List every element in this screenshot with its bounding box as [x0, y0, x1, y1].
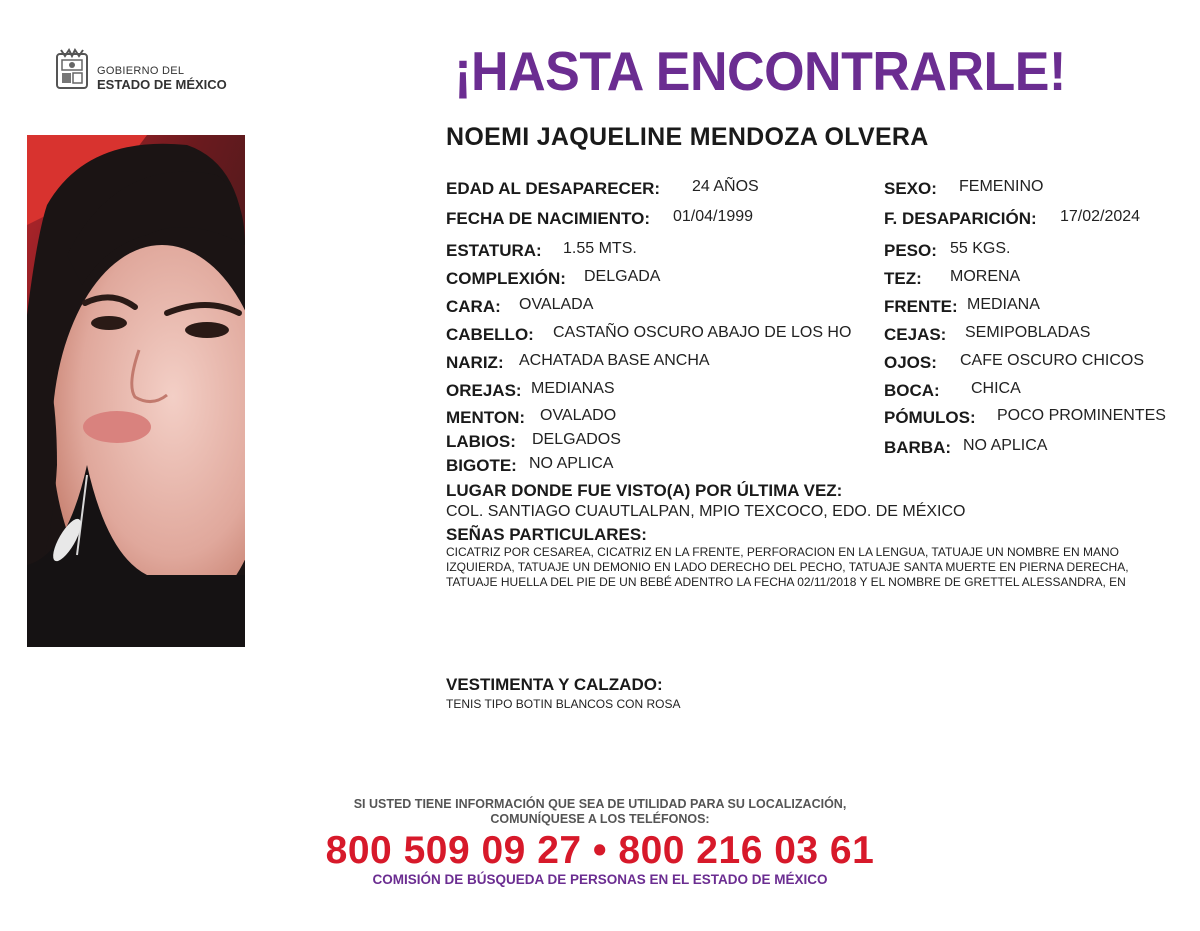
person-name: NOEMI JAQUELINE MENDOZA OLVERA [446, 123, 929, 151]
value-ojos: CAFE OSCURO CHICOS [960, 352, 1145, 369]
value-tez: MORENA [950, 268, 1021, 285]
gov-line-1: GOBIERNO DEL [97, 65, 185, 77]
headline: ¡HASTA ENCONTRARLE! [454, 41, 1066, 103]
gobierno-logo [55, 48, 235, 94]
value-fecha-desaparicion: 17/02/2024 [1060, 208, 1141, 225]
value-nariz: ACHATADA BASE ANCHA [519, 352, 710, 369]
label-labios: LABIOS: [446, 432, 516, 451]
label-tez: TEZ: [884, 269, 922, 288]
label-bigote: BIGOTE: [446, 456, 517, 475]
label-estatura: ESTATURA: [446, 241, 542, 260]
value-frente: MEDIANA [967, 296, 1040, 313]
value-edad: 24 AÑOS [692, 178, 759, 195]
value-complexion: DELGADA [584, 268, 661, 285]
value-menton: OVALADO [540, 407, 617, 424]
comision-name: COMISIÓN DE BÚSQUEDA DE PERSONAS EN EL ESTADO DE MÉXICO [372, 872, 828, 887]
value-orejas: MEDIANAS [531, 380, 615, 397]
value-peso: 55 KGS. [950, 240, 1011, 257]
label-fecha-desaparicion: F. DESAPARICIÓN: [884, 209, 1037, 228]
value-sexo: FEMENINO [959, 178, 1044, 195]
label-ojos: OJOS: [884, 353, 937, 372]
label-nariz: NARIZ: [446, 353, 504, 372]
senas-line-2: IZQUIERDA, TATUAJE UN DEMONIO EN LADO DERECHO DEL PECHO, TATUAJE SANTA MUERTE EN PIERNA DERECHA, [446, 560, 1129, 574]
label-pomulos: PÓMULOS: [884, 408, 976, 427]
label-peso: PESO: [884, 241, 937, 260]
label-last-seen: LUGAR DONDE FUE VISTO(A) POR ÚLTIMA VEZ: [446, 481, 843, 500]
label-cara: CARA: [446, 297, 501, 316]
value-boca: CHICA [971, 380, 1021, 397]
label-boca: BOCA: [884, 381, 940, 400]
label-sexo: SEXO: [884, 179, 937, 198]
footer-note-2: COMUNÍQUESE A LOS TELÉFONOS: [490, 812, 710, 826]
phone-numbers: 800 509 09 27 • 800 216 03 61 [325, 829, 875, 872]
label-barba: BARBA: [884, 438, 952, 457]
label-cabello: CABELLO: [446, 325, 534, 344]
value-estatura: 1.55 MTS. [563, 240, 637, 257]
label-complexion: COMPLEXIÓN: [446, 269, 566, 288]
label-edad: EDAD AL DESAPARECER: [446, 179, 661, 198]
label-senas: SEÑAS PARTICULARES: [446, 525, 647, 544]
value-pomulos: POCO PROMINENTES [997, 407, 1166, 424]
value-barba: NO APLICA [963, 437, 1048, 454]
value-cara: OVALADA [519, 296, 594, 313]
label-frente: FRENTE: [884, 297, 958, 316]
gov-line-2: ESTADO DE MÉXICO [97, 77, 227, 92]
senas-line-1: CICATRIZ POR CESAREA, CICATRIZ EN LA FRENTE, PERFORACION EN LA LENGUA, TATUAJE UN NOMBRE EN MANO [446, 545, 1119, 559]
value-last-seen: COL. SANTIAGO CUAUTLALPAN, MPIO TEXCOCO, EDO. DE MÉXICO [446, 503, 966, 520]
label-orejas: OREJAS: [446, 381, 522, 400]
senas-line-3: TATUAJE HUELLA DEL PIE DE UN BEBÉ ADENTRO LA FECHA 02/11/2018 Y EL NOMBRE DE GRETTEL ALESSANDRA, EN [446, 575, 1126, 589]
label-vestimenta: VESTIMENTA Y CALZADO: [446, 675, 663, 694]
label-fecha-nacimiento: FECHA DE NACIMIENTO: [446, 209, 650, 228]
person-photo [27, 135, 245, 647]
value-bigote: NO APLICA [529, 455, 614, 472]
value-vestimenta: TENIS TIPO BOTIN BLANCOS CON ROSA [446, 697, 681, 711]
label-cejas: CEJAS: [884, 325, 947, 344]
value-cabello: CASTAÑO OSCURO ABAJO DE LOS HO [553, 324, 852, 341]
coat-of-arms-icon [55, 48, 89, 90]
value-fecha-nacimiento: 01/04/1999 [673, 208, 754, 225]
label-menton: MENTON: [446, 408, 526, 427]
value-cejas: SEMIPOBLADAS [965, 324, 1091, 341]
value-labios: DELGADOS [532, 431, 621, 448]
footer-note-1: SI USTED TIENE INFORMACIÓN QUE SEA DE UTILIDAD PARA SU LOCALIZACIÓN, [353, 797, 847, 811]
